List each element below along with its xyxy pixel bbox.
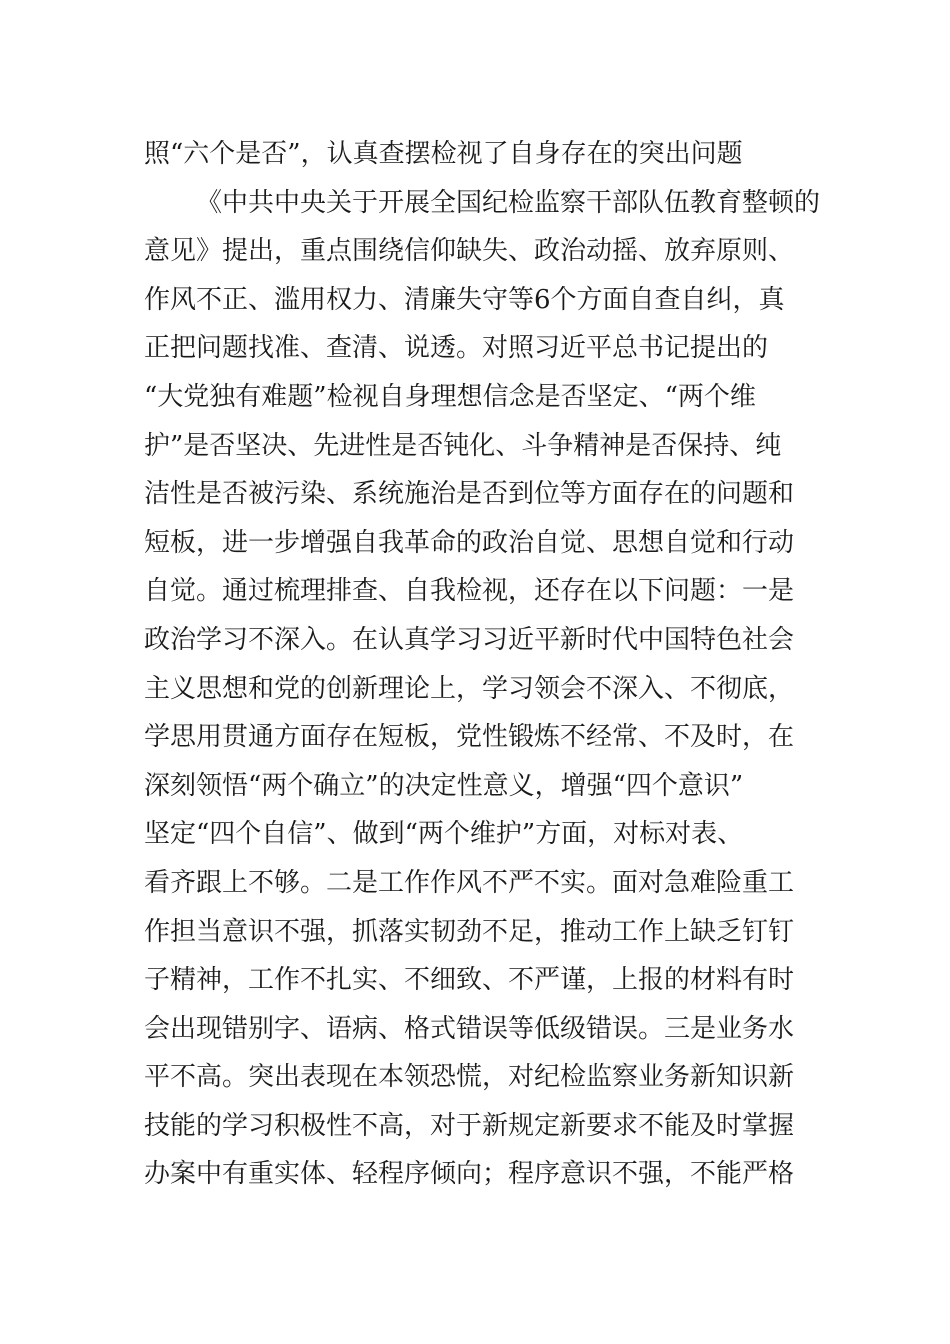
paragraph-line: 《中共中央关于开展全国纪检监察干部队伍教育整顿的 — [196, 187, 821, 218]
paragraph-line: 子精神，工作不扎实、不细致、不严谨，上报的材料有时 — [144, 965, 795, 996]
document-body — [144, 130, 821, 1199]
paragraph-line: 作担当意识不强，抓落实韧劲不足，推动工作上缺乏钉钉 — [144, 916, 795, 947]
paragraph-line: 自觉。通过梳理排查、自我检视，还存在以下问题：一是 — [144, 576, 795, 607]
paragraph-line: 办案中有重实体、轻程序倾向；程序意识不强，不能严格 — [144, 1159, 795, 1190]
paragraph-line: 坚定“四个自信”、做到“两个维护”方面，对标对表、 — [144, 819, 744, 850]
paragraph-line: 平不高。突出表现在本领恐慌，对纪检监察业务新知识新 — [144, 1062, 795, 1093]
paragraph-line: 学思用贯通方面存在短板，党性锻炼不经常、不及时，在 — [144, 722, 795, 753]
paragraph-line: 主义思想和党的创新理论上，学习领会不深入、不彻底， — [144, 673, 795, 704]
paragraph-line: 短板，进一步增强自我革命的政治自觉、思想自觉和行动 — [144, 527, 795, 558]
paragraph-line: 会出现错别字、语病、格式错误等低级错误。三是业务水 — [144, 1013, 795, 1044]
paragraph-line: 看齐跟上不够。二是工作作风不严不实。面对急难险重工 — [144, 867, 795, 898]
paragraph-line: 政治学习不深入。在认真学习习近平新时代中国特色社会 — [144, 624, 795, 655]
paragraph-line: 护”是否坚决、先进性是否钝化、斗争精神是否保持、纯 — [144, 430, 782, 461]
heading-line: 照“六个是否”，认真查摆检视了自身存在的突出问题 — [144, 139, 743, 169]
paragraph-line: 技能的学习积极性不高，对于新规定新要求不能及时掌握 — [144, 1110, 795, 1141]
paragraph-line: 意见》提出，重点围绕信仰缺失、政治动摇、放弃原则、 — [144, 236, 795, 267]
paragraph-line: 深刻领悟“两个确立”的决定性意义，增强“四个意识” — [144, 770, 744, 801]
paragraph-line: 正把问题找准、查清、说透。对照习近平总书记提出的 — [144, 333, 769, 364]
paragraph-line: 作风不正、滥用权力、清廉失守等6个方面自查自纠，真 — [144, 284, 785, 315]
paragraph-line: 洁性是否被污染、系统施治是否到位等方面存在的问题和 — [144, 479, 795, 510]
paragraph-line: “大党独有难题”检视自身理想信念是否坚定、“两个维 — [144, 381, 756, 412]
